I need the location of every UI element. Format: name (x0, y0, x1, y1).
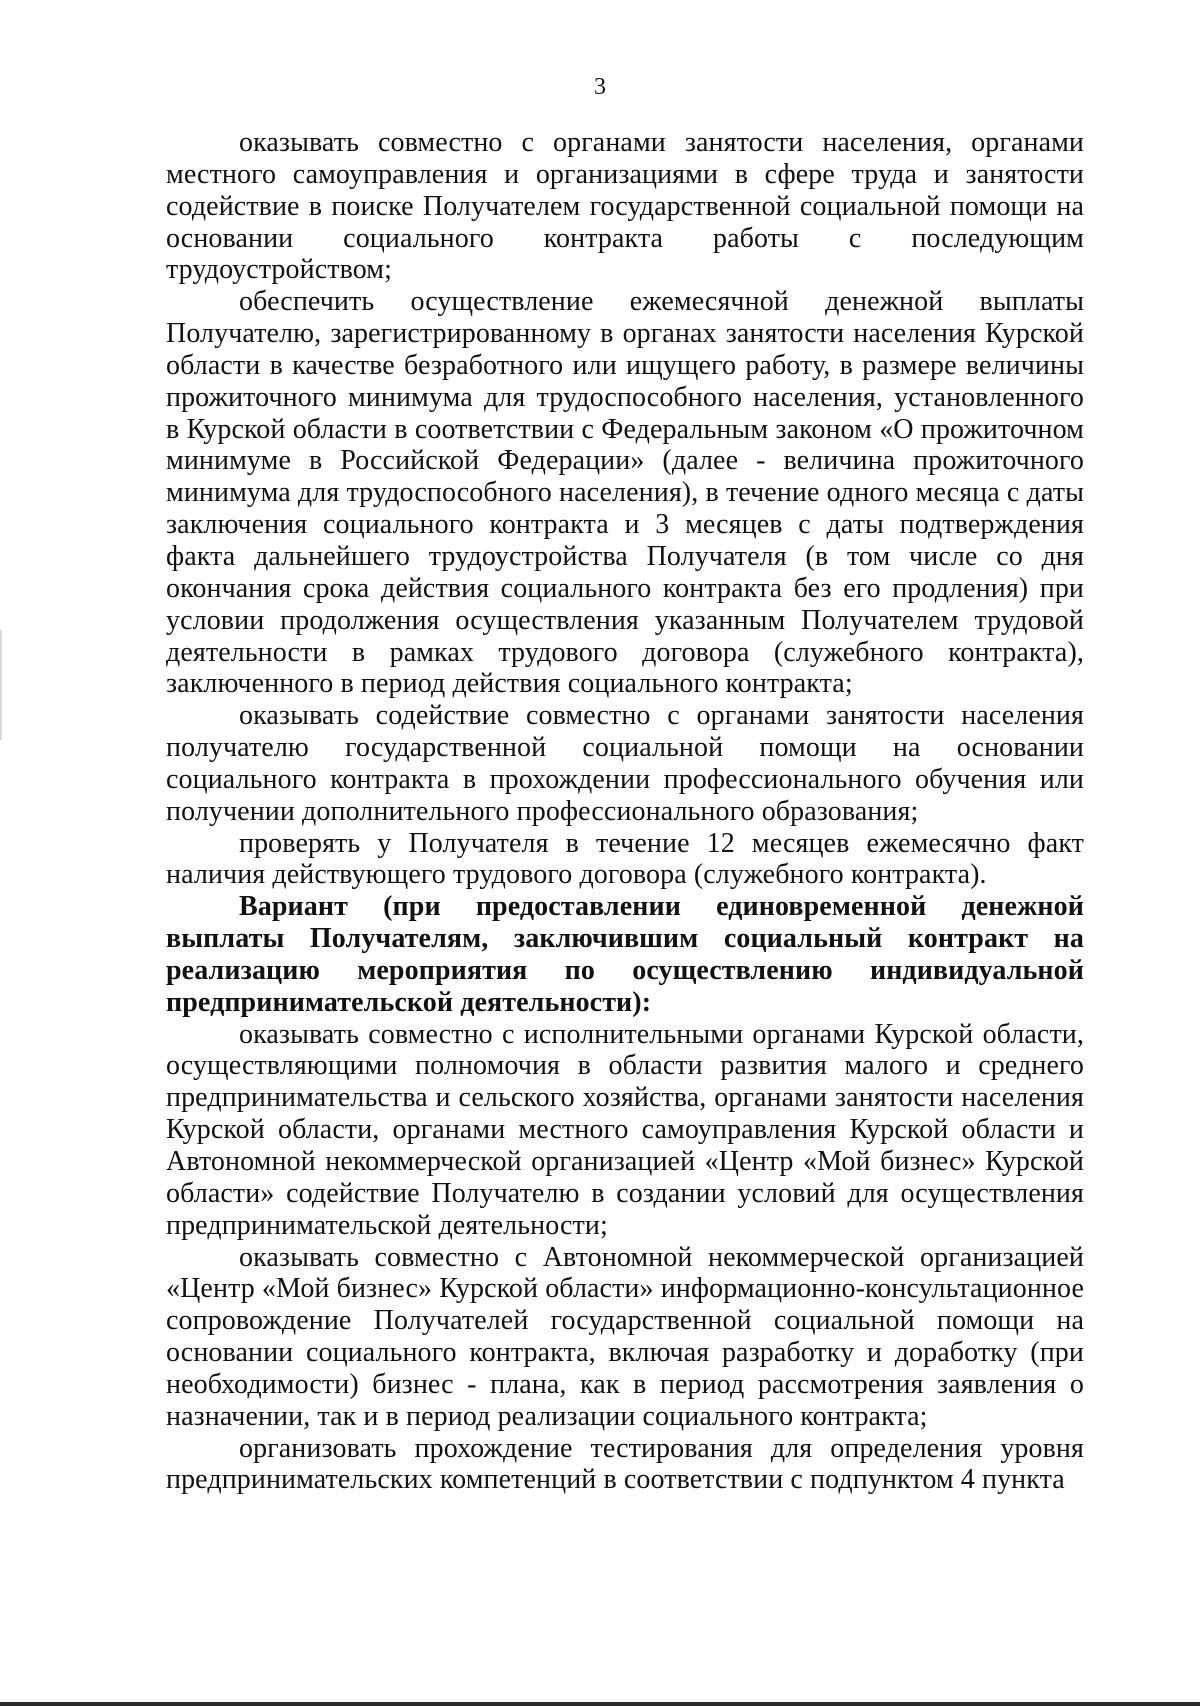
document-body (166, 127, 1084, 1496)
variant-heading: Вариант (при предоставлении единовременной денежной выплаты Получателям, заключившим социальный контракт на реализацию мероприятия по осуществлению индивидуальной предпринимательской деятельности): (166, 891, 1084, 1018)
paragraph-employment-assistance: оказывать совместно с органами занятости населения, органами местного самоуправления и организациями в сфере труда и занятости содействие в поиске Получателем государственной социальной помощи на основании социального контракта работы с последующим трудоустройством; (166, 127, 1084, 286)
paragraph-testing: организовать прохождение тестирования для определения уровня предпринимательских компетенций в соответствии с подпунктом 4 пункта (166, 1432, 1084, 1496)
paragraph-monthly-payment: обеспечить осуществление ежемесячной денежной выплаты Получателю, зарегистрированному в органах занятости населения Курской области в качестве безработного или ищущего работу, в размере величины прожиточного минимума для трудоспособного населения, установленного в Курской области в соответствии с Федеральным законом «О прожиточном минимуме в Российской Федерации» (далее - величина прожиточного минимума для трудоспособного населения), в течение одного месяца с даты заключения социального контракта и 3 месяцев с даты подтверждения факта дальнейшего трудоустройства Получателя (в том числе со дня окончания срока действия социального контракта без его продления) при условии продолжения осуществления указанным Получателем трудовой деятельности в рамках трудового договора (служебного контракта), заключенного в период действия социального контракта; (166, 286, 1084, 700)
paragraph-training-assistance: оказывать содействие совместно с органами занятости населения получателю государственной социальной помощи на основании социального контракта в прохождении профессионального обучения или получении дополнительного профессионального образования; (166, 700, 1084, 827)
paragraph-business-conditions: оказывать совместно с исполнительными органами Курской области, осуществляющими полномочия в области развития малого и среднего предпринимательства и сельского хозяйства, органами занятости населения Курской области, органами местного самоуправления Курской области и Автономной некоммерческой организацией «Центр «Мой бизнес» Курской области» содействие Получателю в создании условий для осуществления предпринимательской деятельности; (166, 1018, 1084, 1241)
scan-bottom-border (0, 1702, 1200, 1706)
scan-edge-mark (0, 630, 2, 740)
page-number: 3 (594, 74, 606, 100)
paragraph-business-support: оказывать совместно с Автономной некоммерческой организацией «Центр «Мой бизнес» Курской области» информационно-консультационное сопровождение Получателей государственной социальной помощи на основании социального контракта, включая разработку и доработку (при необходимости) бизнес - плана, как в период рассмотрения заявления о назначении, так и в период реализации социального контракта; (166, 1241, 1084, 1432)
paragraph-contract-check: проверять у Получателя в течение 12 месяцев ежемесячно факт наличия действующего трудового договора (служебного контракта). (166, 827, 1084, 891)
